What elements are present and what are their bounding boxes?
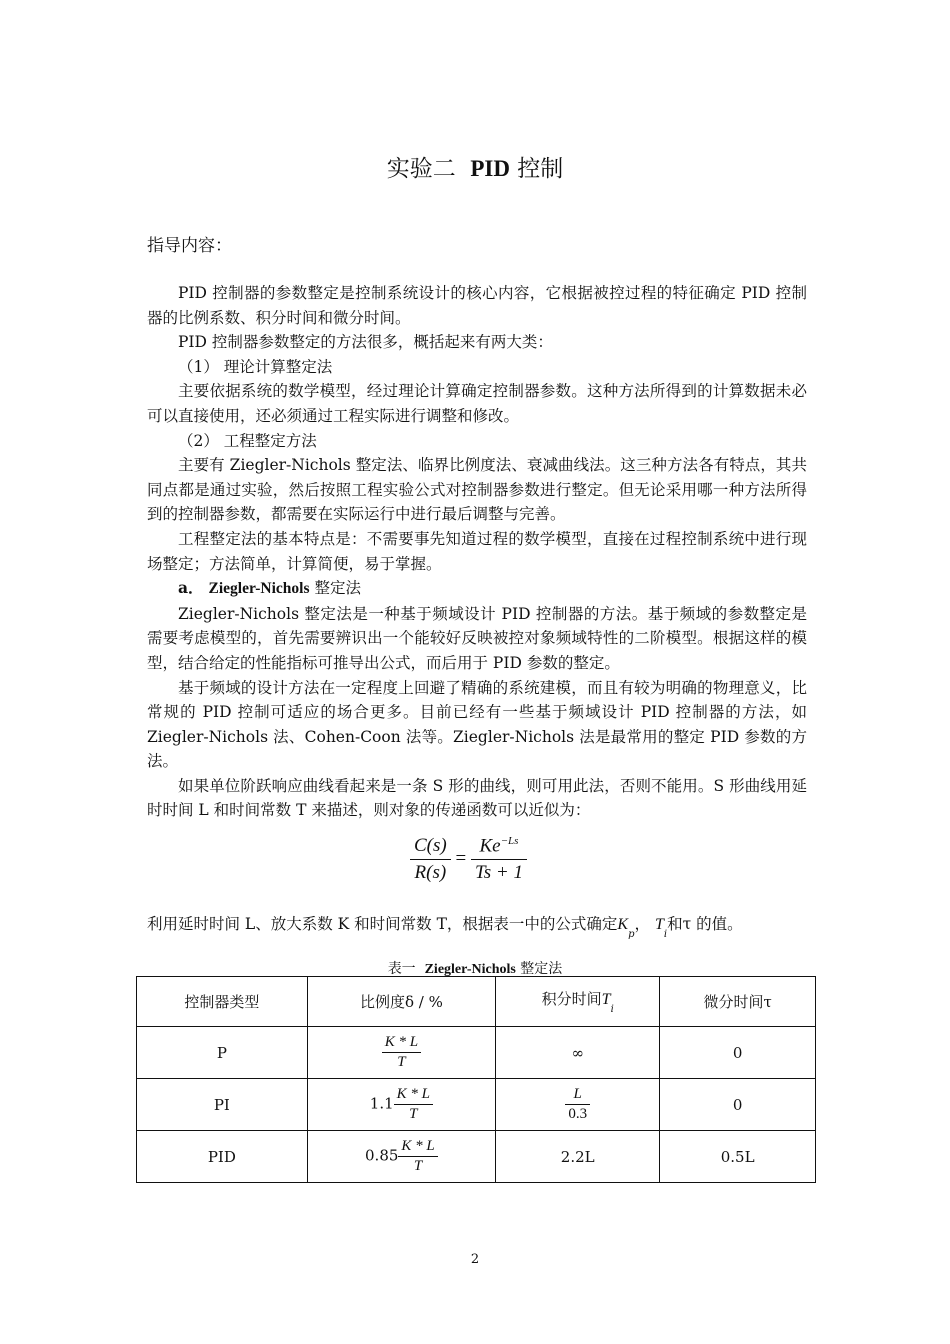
ratio-cell: 0.85 $\frac{K * L}{T}$: [307, 1131, 495, 1183]
title-prefix: 实验二: [386, 156, 456, 182]
list-item: （2） 工程整定方法: [178, 431, 317, 450]
paragraph: 基于频域的设计方法在一定程度上回避了精确的系统建模，而且有较为明确的物理意义，比常规的 PID 控制可适应的场合更多。目前已经有一些基于频域设计 PID 控制器的方法，如 Ziegler-Nichols 法、Cohen-Coon 法等。Ziegler-Nichols 法是最常用的整定 PID 参数的方法。: [147, 678, 807, 771]
tau-cell: 0: [660, 1079, 816, 1131]
subheading: a． Ziegler-Nichols 整定法: [178, 578, 361, 598]
ti-cell: $\frac{L}{0.3}$: [496, 1079, 660, 1131]
type-cell: PID: [137, 1131, 308, 1183]
table-caption: 表一 Ziegler-Nichols 整定法: [387, 961, 563, 977]
header-cell: 控制器类型: [137, 977, 308, 1027]
page-title: [0, 150, 950, 183]
ti-cell: 2.2L: [496, 1131, 660, 1183]
paragraph: PID 控制器参数整定的方法很多，概括起来有两大类：: [178, 333, 553, 352]
body-text: [147, 281, 807, 823]
ti-cell: ∞: [496, 1027, 660, 1079]
header-cell: 微分时间τ: [660, 977, 816, 1027]
ratio-cell: 1.1 $\frac{K * L}{T}$: [307, 1079, 495, 1131]
type-cell: PI: [137, 1079, 308, 1131]
list-item: （1） 理论计算整定法: [178, 357, 333, 376]
ratio-cell: $\frac{K * L}{T}$: [307, 1027, 495, 1079]
table-row: [137, 1027, 816, 1079]
paragraph: Ziegler-Nichols 整定法是一种基于频域设计 PID 控制器的方法。基于频域的参数整定是需要考虑模型的，首先需要辨识出一个能较好反映被控对象频域特性的二阶模型。根据这样的模型，结合给定的性能指标可推导出公式，而后用于 PID 参数的整定。: [147, 604, 807, 672]
page-number: 2: [470, 1252, 480, 1267]
type-cell: P: [137, 1027, 308, 1079]
paragraph: 主要有 Ziegler-Nichols 整定法、临界比例度法、衰减曲线法。这三种方法各有特点，其共同点都是通过实验，然后按照工程实验公式对控制器参数进行整定。但无论采用哪一种方法所得到的控制器参数，都需要在实际运行中进行最后调整与完善。: [147, 456, 807, 524]
tau-cell: 0.5L: [660, 1131, 816, 1183]
title-code: PID: [470, 156, 510, 181]
title-suffix: 控制: [517, 156, 564, 182]
formula-rhs: $\frac{Ke^{-Ls}}{Ts + 1}$: [471, 835, 527, 884]
table-header-row: [137, 977, 816, 1027]
header-cell: 比例度δ / %: [307, 977, 495, 1027]
formula-lhs: $\frac{C(s)}{R(s)}$: [410, 835, 451, 884]
paragraph: 工程整定法的基本特点是：不需要事先知道过程的数学模型，直接在过程控制系统中进行现场整定；方法简单，计算简便，易于掌握。: [147, 529, 807, 573]
table-row: [137, 1131, 816, 1183]
guide-heading: 指导内容：: [147, 236, 232, 256]
formula-followup: 利用延时时间 L、放大系数 K 和时间常数 T，根据表一中的公式确定$K_p$， $T_i$和τ 的值。: [147, 915, 743, 940]
ziegler-nichols-table: [136, 976, 816, 1183]
header-cell: 积分时间$T_i$: [496, 977, 660, 1027]
table-row: [137, 1079, 816, 1131]
transfer-function-formula: $\frac{C(s)}{R(s)}$ = $\frac{Ke^{-Ls}}{Ts + 1}$: [410, 835, 540, 893]
paragraph: 主要依据系统的数学模型，经过理论计算确定控制器参数。这种方法所得到的计算数据未必可以直接使用，还必须通过工程实际进行调整和修改。: [147, 382, 807, 425]
tau-cell: 0: [660, 1027, 816, 1079]
paragraph: PID 控制器的参数整定是控制系统设计的核心内容，它根据被控过程的特征确定 PID 控制器的比例系数、积分时间和微分时间。: [147, 284, 807, 327]
paragraph: 如果单位阶跃响应曲线看起来是一条 S 形的曲线，则可用此法，否则不能用。S 形曲线用延时时间 L 和时间常数 T 来描述，则对象的传递函数可以近似为：: [147, 776, 807, 820]
